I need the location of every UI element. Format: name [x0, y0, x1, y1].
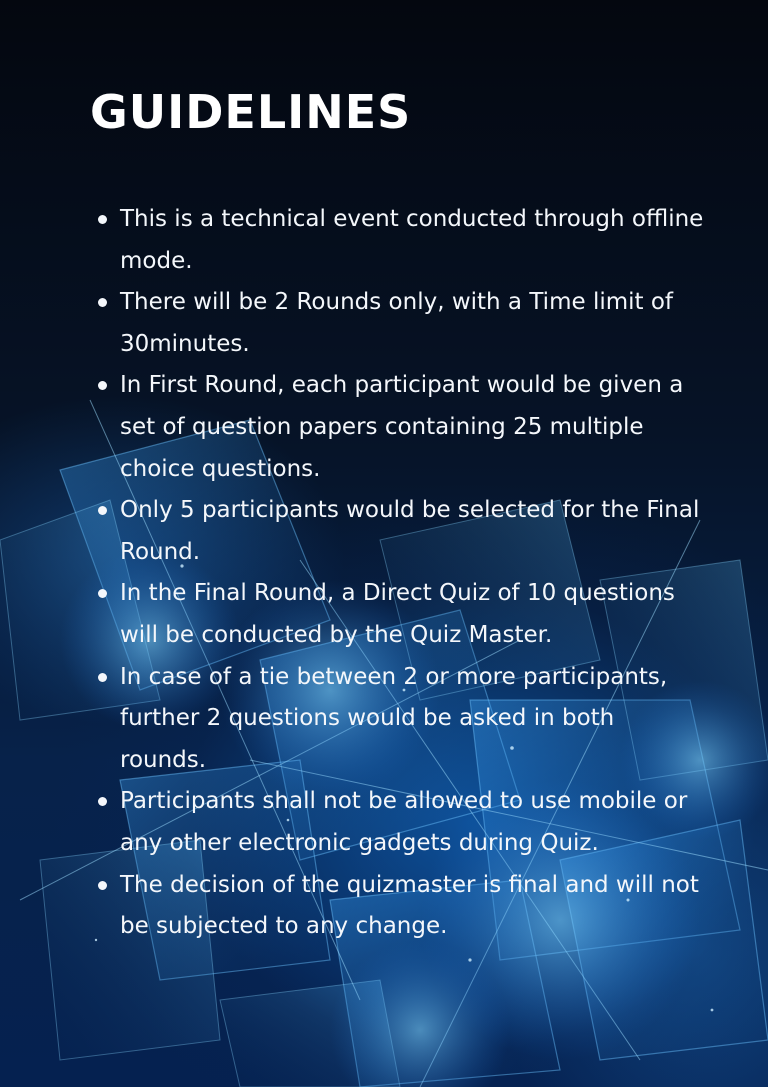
guideline-text: There will be 2 Rounds only, with a Time limit of 30minutes.	[120, 289, 674, 357]
guideline-item	[96, 573, 706, 656]
guideline-text: In First Round, each participant would be given a set of question papers containing 25 multiple choice questions.	[120, 372, 684, 482]
bullet-icon	[98, 589, 107, 598]
guideline-item	[96, 490, 706, 573]
bullet-icon	[98, 381, 107, 390]
guideline-item	[96, 282, 706, 365]
guidelines-list	[96, 199, 706, 948]
guideline-text: This is a technical event conducted through offline mode.	[120, 206, 704, 274]
bullet-icon	[98, 881, 107, 890]
guideline-text: Only 5 participants would be selected for the Final Round.	[120, 497, 700, 565]
guideline-text: The decision of the quizmaster is final and will not be subjected to any change.	[120, 871, 699, 940]
guideline-item	[96, 365, 706, 490]
bullet-icon	[98, 298, 107, 307]
guideline-text: In case of a tie between 2 or more participants, further 2 questions would be asked in both rounds.	[120, 663, 668, 773]
bullet-icon	[98, 797, 107, 806]
bullet-icon	[98, 215, 107, 224]
guideline-item	[96, 865, 706, 948]
guideline-item	[96, 781, 706, 864]
guideline-text: In the Final Round, a Direct Quiz of 10 questions will be conducted by the Quiz Master.	[120, 580, 675, 648]
guideline-text: Participants shall not be allowed to use mobile or any other electronic gadgets during Quiz.	[120, 788, 688, 856]
bullet-icon	[98, 506, 107, 515]
guideline-item	[96, 657, 706, 782]
guideline-item	[96, 199, 706, 282]
bullet-icon	[98, 673, 107, 682]
page-title: GUIDELINES	[90, 85, 412, 139]
